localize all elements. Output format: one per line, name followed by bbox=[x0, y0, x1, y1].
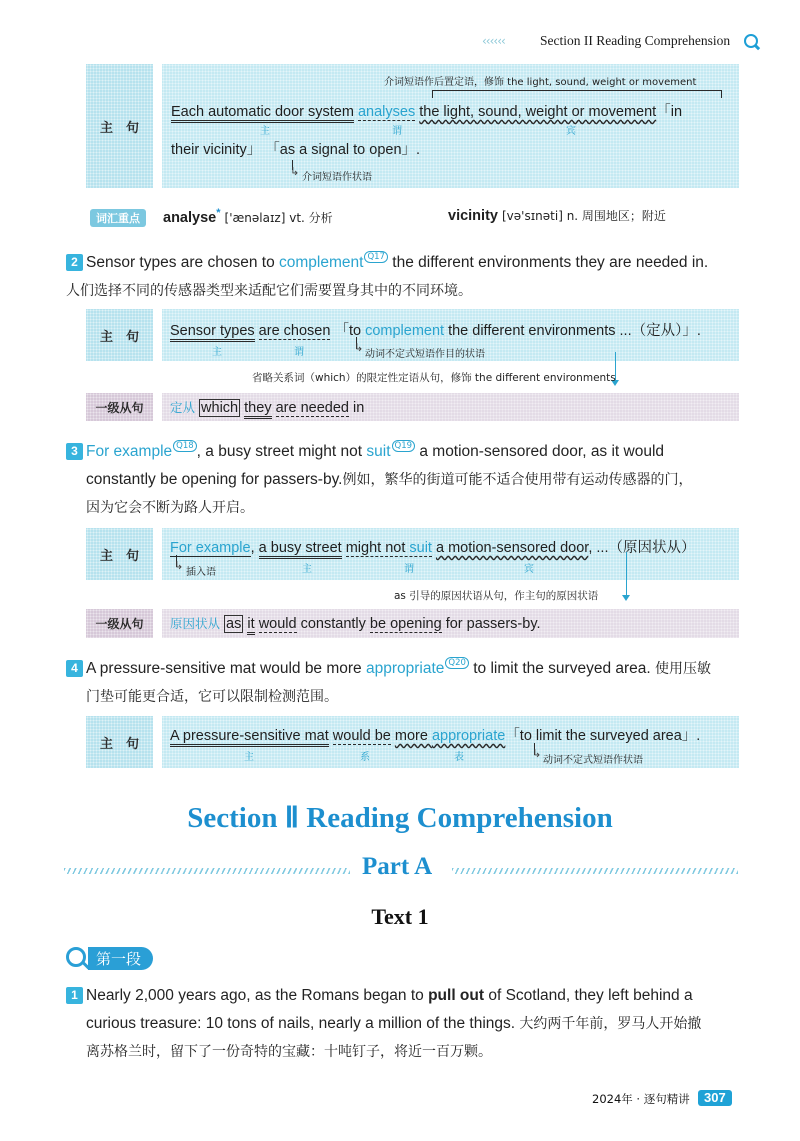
footer-text: 2024年 · 逐句精讲 bbox=[592, 1092, 690, 1106]
annotation-note: 介词短语作后置定语，修饰 the light, sound, weight or movement bbox=[384, 77, 697, 88]
star-mark: * bbox=[216, 207, 221, 219]
subclause-label-box bbox=[86, 609, 153, 638]
sentence-subject: it bbox=[247, 616, 254, 635]
annotation-note: 省略关系词（which）的限定性定语从句，修饰 the different environments bbox=[252, 372, 616, 384]
sentence-text: A pressure-sensitive mat would be more bbox=[86, 660, 366, 677]
main-clause-label-box bbox=[86, 309, 153, 361]
sentence-number: 2 bbox=[66, 254, 83, 271]
sentence-text: their vicinity」 bbox=[171, 142, 262, 158]
relative-word: which bbox=[201, 400, 239, 416]
sentence-number: 4 bbox=[66, 660, 83, 677]
pointer-line bbox=[626, 552, 627, 596]
question-tag: Q17 bbox=[364, 251, 388, 263]
translation: 门垫可能更合适，它可以限制检测范围。 bbox=[86, 689, 338, 705]
search-icon bbox=[744, 34, 758, 48]
keyword: For example bbox=[170, 540, 251, 556]
sentence-text: 「in bbox=[656, 104, 683, 120]
keyword: appropriate bbox=[431, 728, 506, 744]
sentence-text: of Scotland, they left behind a bbox=[484, 987, 693, 1004]
question-tag: Q19 bbox=[392, 440, 416, 452]
sentence-subject: a busy street bbox=[259, 540, 342, 559]
keyword: suit bbox=[409, 540, 432, 556]
translation: 人们选择不同的传感器类型来适配它们需要置身其中的不同环境。 bbox=[66, 283, 472, 299]
vocab-entry bbox=[448, 207, 666, 224]
annotation-bracket bbox=[432, 90, 722, 98]
translation: 因为它会不断为路人开启。 bbox=[86, 500, 254, 516]
main-clause-label: 主 句 bbox=[99, 736, 139, 752]
sentence-line bbox=[170, 724, 700, 745]
vocab-word: analyse bbox=[163, 209, 217, 226]
sentence-line bbox=[170, 319, 701, 340]
sentence-line bbox=[171, 100, 682, 121]
pointer-arrow bbox=[622, 595, 630, 601]
decorative-rule bbox=[64, 868, 350, 874]
subclause-box bbox=[162, 609, 739, 638]
predicative bbox=[395, 728, 505, 744]
main-clause-label: 主 句 bbox=[99, 120, 139, 136]
conjunction-word: as bbox=[226, 616, 242, 632]
sentence-analysis-box bbox=[162, 309, 739, 361]
sentence-text: , bbox=[250, 540, 259, 556]
sentence-line bbox=[171, 138, 420, 159]
hook-arrow: ↳ bbox=[354, 341, 364, 354]
question-tag: Q20 bbox=[445, 657, 469, 669]
sentence-number: 3 bbox=[66, 443, 83, 460]
text-title: Text 1 bbox=[371, 904, 429, 929]
sentence-object: the light, sound, weight or movement bbox=[419, 104, 657, 120]
sentence-text: for passers-by. bbox=[441, 616, 541, 632]
sentence-verb: would be bbox=[332, 728, 391, 744]
keyword: complement bbox=[279, 254, 364, 271]
translation: 使用压敏 bbox=[655, 661, 712, 677]
role-marker: 宾 bbox=[524, 564, 534, 575]
clause-tag: 原因状从 bbox=[170, 616, 221, 631]
hook-arrow: ↳ bbox=[174, 559, 184, 572]
vocab-entry bbox=[163, 207, 333, 226]
subclause-label-box bbox=[86, 393, 153, 421]
part-title: Part A bbox=[362, 853, 433, 880]
question-tag: Q18 bbox=[173, 440, 197, 452]
keyword: For example bbox=[86, 443, 173, 460]
sentence-text: Nearly 2,000 years ago, as the Romans began to bbox=[86, 987, 429, 1004]
annotation-note: 动词不定式短语作目的状语 bbox=[365, 349, 485, 360]
sentence-subject: Sensor types bbox=[170, 323, 255, 342]
translation: 大约两千年前，罗马人开始撤 bbox=[519, 1016, 702, 1032]
sentence-subject: they bbox=[244, 400, 271, 419]
page-number: 307 bbox=[698, 1090, 732, 1106]
subclause-box bbox=[162, 393, 739, 421]
sentence-text: constantly be opening for passers-by. bbox=[86, 471, 343, 488]
keyword: appropriate bbox=[365, 660, 445, 677]
keyword: complement bbox=[365, 323, 445, 339]
role-marker: 系 bbox=[360, 752, 370, 763]
role-marker: 表 bbox=[454, 752, 464, 763]
sentence-text: a motion-sensored door, as it would bbox=[415, 443, 665, 460]
sentence-analysis-box bbox=[162, 528, 739, 580]
sentence-text: Sensor types are chosen to bbox=[86, 254, 280, 271]
sentence-subject: A pressure-sensitive mat bbox=[170, 728, 329, 747]
paragraph-tag: 第一段 bbox=[88, 947, 153, 970]
sentence-text: in bbox=[353, 400, 365, 416]
sentence-text: constantly bbox=[296, 616, 370, 632]
role-marker: 谓 bbox=[392, 126, 402, 137]
sentence-analysis-box bbox=[162, 716, 739, 768]
role-marker: 谓 bbox=[294, 347, 304, 358]
sentence-verb: be opening bbox=[369, 616, 442, 632]
annotation-note: 介词短语作状语 bbox=[302, 172, 372, 183]
annotation-note: 动词不定式短语作状语 bbox=[543, 755, 643, 766]
role-marker: 主 bbox=[244, 752, 254, 763]
sentence-verb: would bbox=[258, 616, 297, 632]
vocab-definition: ['ænəlaɪz] vt. 分析 bbox=[224, 210, 333, 225]
vocab-tag: 词汇重点 bbox=[90, 209, 146, 227]
sentence-line bbox=[170, 614, 541, 632]
sentence-verb: are needed bbox=[275, 400, 349, 416]
annotation-note: as 引导的原因状语从句，作主句的原因状语 bbox=[394, 590, 599, 602]
hook-arrow: ↳ bbox=[290, 165, 300, 178]
sentence-object: a motion-sensored door bbox=[435, 540, 589, 556]
sentence-line bbox=[170, 398, 364, 416]
sentence-text: the different environments ...（定从）」. bbox=[444, 323, 701, 339]
sentence-paragraph bbox=[66, 655, 746, 711]
sentence-subject: Each automatic door system bbox=[171, 104, 354, 123]
vocab-definition: [və'sɪnəti] n. 周围地区；附近 bbox=[502, 209, 666, 223]
sentence-number: 1 bbox=[66, 987, 83, 1004]
sentence-text: more bbox=[394, 728, 432, 744]
keyword: suit bbox=[366, 443, 391, 460]
sentence-text: 「as a signal to open」. bbox=[265, 142, 421, 158]
section-title: Section Ⅱ Reading Comprehension bbox=[187, 802, 613, 834]
running-header-title: Section II Reading Comprehension bbox=[540, 33, 731, 48]
header-arrows: ‹‹‹‹‹‹ bbox=[482, 34, 505, 48]
keyword: pull out bbox=[428, 987, 485, 1004]
sentence-verb: analyses bbox=[357, 104, 416, 120]
role-marker: 主 bbox=[212, 347, 222, 358]
sentence-verb: are chosen bbox=[258, 323, 331, 339]
sentence-text: , a busy street might not bbox=[196, 443, 367, 460]
sentence-text: to limit the surveyed area. bbox=[468, 660, 651, 677]
role-marker: 宾 bbox=[566, 126, 576, 137]
sentence-text: curious treasure: 10 tons of nails, nearly a million of the things. bbox=[86, 1015, 520, 1032]
main-clause-label-box bbox=[86, 528, 153, 580]
sentence-text: the different environments they are needed in. bbox=[387, 254, 709, 271]
hook-arrow: ↳ bbox=[532, 747, 542, 760]
role-marker: 主 bbox=[302, 564, 312, 575]
main-clause-label-box bbox=[86, 716, 153, 768]
sentence-text: 「to bbox=[334, 323, 366, 339]
annotation-note: 插入语 bbox=[186, 567, 216, 578]
sentence-text: , ...（原因状从） bbox=[588, 540, 696, 556]
sentence-paragraph bbox=[66, 438, 746, 522]
clause-tag: 定从 bbox=[170, 400, 196, 415]
role-marker: 谓 bbox=[404, 564, 414, 575]
subclause-label: 一级从句 bbox=[95, 400, 144, 415]
main-clause-label-box bbox=[86, 64, 153, 188]
sentence-line bbox=[170, 536, 695, 557]
decorative-rule bbox=[452, 868, 738, 874]
sentence-analysis-box bbox=[162, 64, 739, 188]
role-marker: 主 bbox=[260, 126, 270, 137]
subclause-label: 一级从句 bbox=[95, 617, 144, 631]
translation: 例如，繁华的街道可能不适合使用带有运动传感器的门， bbox=[342, 472, 693, 488]
translation: 离苏格兰时，留下了一份奇特的宝藏：十吨钉子，将近一百万颗。 bbox=[86, 1044, 492, 1060]
sentence-paragraph bbox=[66, 982, 746, 1066]
sentence-text: 「to limit the surveyed area」. bbox=[505, 728, 701, 744]
vocab-word: vicinity bbox=[448, 208, 498, 224]
sentence-paragraph bbox=[66, 249, 746, 305]
main-clause-label: 主 句 bbox=[99, 548, 139, 564]
sentence-verb bbox=[346, 540, 432, 557]
sentence-text: might not bbox=[345, 540, 410, 556]
main-clause-label: 主 句 bbox=[99, 329, 139, 345]
